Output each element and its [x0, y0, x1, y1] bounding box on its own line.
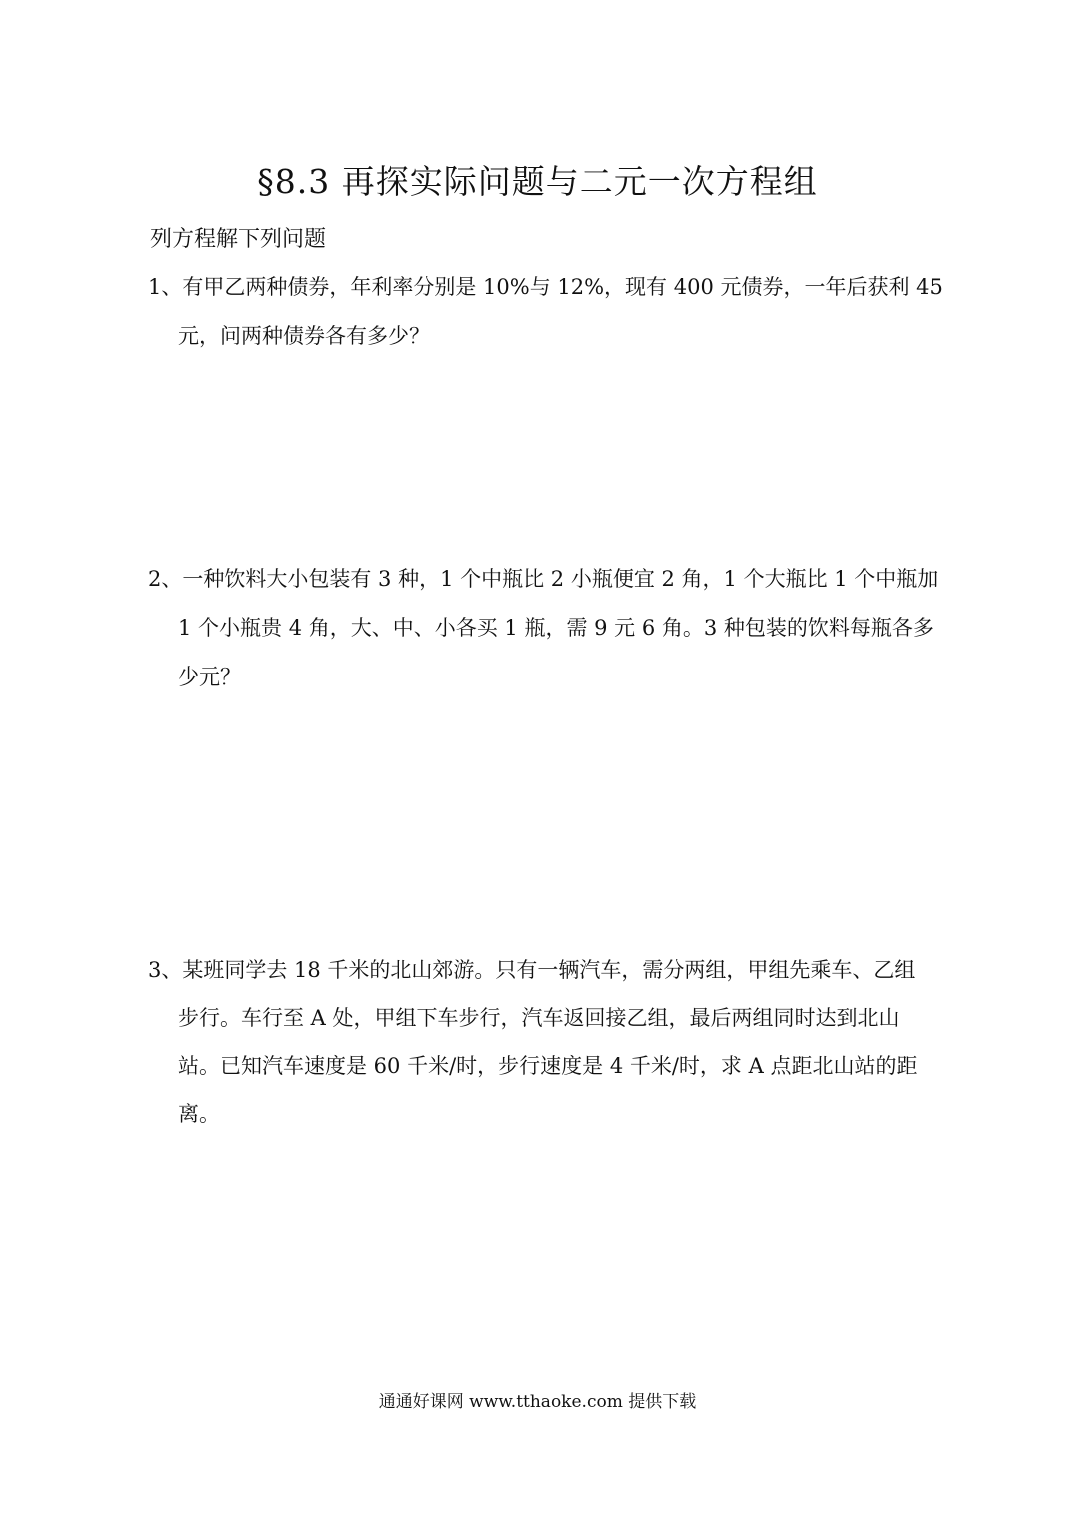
question-2-line-2: 1 个小瓶贵 4 角，大、中、小各买 1 瓶，需 9 元 6 角。3 种包装的饮料每瓶各多 — [178, 616, 934, 640]
footer-credit: 通通好课网 www.tthaoke.com 提供下载 — [378, 1392, 697, 1412]
instruction-text: 列方程解下列问题 — [150, 227, 327, 252]
question-2-line-3: 少元？ — [178, 665, 241, 689]
question-2-line-1: 2、一种饮料大小包装有 3 种，1 个中瓶比 2 小瓶便宜 2 角，1 个大瓶比 1 个中瓶加 — [148, 567, 939, 591]
question-3-line-4: 离。 — [178, 1102, 220, 1126]
question-1-line-2: 元，问两种债券各有多少？ — [178, 324, 430, 348]
question-1-line-1: 1、有甲乙两种债券，年利率分别是 10%与 12%，现有 400 元债券，一年后获利 45 — [148, 275, 943, 299]
question-3-line-2: 步行。车行至 A 处，甲组下车步行，汽车返回接乙组，最后两组同时达到北山 — [178, 1006, 900, 1030]
question-3-line-1: 3、某班同学去 18 千米的北山郊游。只有一辆汽车，需分两组，甲组先乘车、乙组 — [148, 958, 916, 982]
page-title: §8.3 再探实际问题与二元一次方程组 — [257, 162, 818, 201]
question-3-line-3: 站。已知汽车速度是 60 千米/时，步行速度是 4 千米/时，求 A 点距北山站的距 — [178, 1054, 918, 1078]
